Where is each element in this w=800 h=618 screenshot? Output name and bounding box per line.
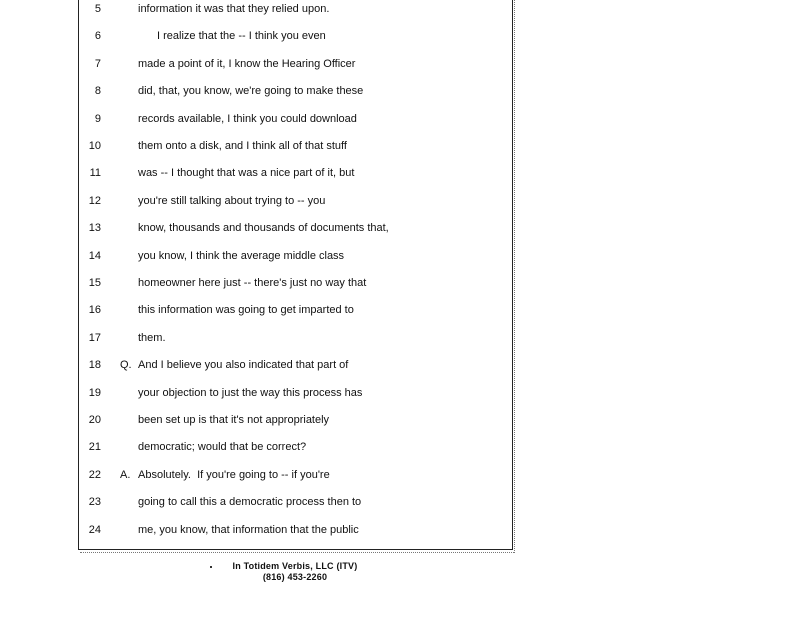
line-number: 22 <box>88 469 101 481</box>
transcript-line <box>79 58 512 78</box>
transcript-line <box>79 304 512 324</box>
line-text: them onto a disk, and I think all of that stuff <box>138 140 347 152</box>
line-text: I realize that the -- I think you even <box>157 30 326 42</box>
line-text: know, thousands and thousands of documents that, <box>138 222 389 234</box>
transcript-line <box>79 359 512 379</box>
transcript-line <box>79 113 512 133</box>
page-edge-bottom <box>80 549 514 553</box>
line-text: you're still talking about trying to -- you <box>138 195 326 207</box>
line-text: me, you know, that information that the public <box>138 524 359 536</box>
transcript-line <box>79 387 512 407</box>
line-number: 15 <box>88 277 101 289</box>
transcript-line <box>79 167 512 187</box>
line-text: information it was that they relied upon. <box>138 3 330 15</box>
transcript-line <box>79 3 512 23</box>
line-text: records available, I think you could download <box>138 113 357 125</box>
line-text: going to call this a democratic process then to <box>138 496 362 508</box>
line-number: 23 <box>88 496 101 508</box>
line-text: this information was going to get imparted to <box>138 304 354 316</box>
line-number: 16 <box>88 304 101 316</box>
transcript-page <box>78 0 513 550</box>
line-text: Absolutely. If you're going to -- if you're <box>138 469 330 481</box>
transcript-line <box>79 277 512 297</box>
page-edge-right <box>510 0 515 553</box>
line-number: 11 <box>89 167 101 179</box>
line-text: homeowner here just -- there's just no way that <box>138 277 367 289</box>
line-number: 14 <box>88 250 101 262</box>
transcript-line <box>79 496 512 516</box>
line-number: 6 <box>94 30 101 42</box>
line-text: made a point of it, I know the Hearing Officer <box>138 58 356 70</box>
line-text: democratic; would that be correct? <box>138 441 307 453</box>
line-number: 5 <box>94 3 101 15</box>
transcript-line <box>79 140 512 160</box>
line-number: 13 <box>88 222 101 234</box>
line-text: been set up is that it's not appropriately <box>138 414 330 426</box>
line-text: your objection to just the way this process has <box>138 387 363 399</box>
line-text: And I believe you also indicated that part of <box>138 359 349 371</box>
line-text: was -- I thought that was a nice part of it, but <box>138 167 355 179</box>
line-number: 7 <box>94 58 101 70</box>
transcript-line <box>79 469 512 489</box>
line-number: 20 <box>88 414 101 426</box>
footer-company: In Totidem Verbis, LLC (ITV) <box>232 561 358 571</box>
transcript-line <box>79 30 512 50</box>
page-footer <box>0 561 800 583</box>
line-number: 9 <box>94 113 101 125</box>
line-number: 10 <box>88 140 101 152</box>
speaker-label: A. <box>120 469 131 481</box>
transcript-line <box>79 195 512 215</box>
transcript-line <box>79 524 512 544</box>
transcript-line <box>79 250 512 270</box>
line-number: 19 <box>88 387 101 399</box>
line-number: 12 <box>88 195 101 207</box>
transcript-line <box>79 222 512 242</box>
transcript-line <box>79 414 512 434</box>
line-number: 24 <box>88 524 101 536</box>
footer-phone: (816) 453-2260 <box>262 572 328 582</box>
transcript-line <box>79 332 512 352</box>
line-text: did, that, you know, we're going to make these <box>138 85 364 97</box>
speaker-label: Q. <box>120 359 132 371</box>
line-number: 17 <box>88 332 101 344</box>
line-text: you know, I think the average middle class <box>138 250 345 262</box>
line-number: 18 <box>88 359 101 371</box>
transcript-line <box>79 85 512 105</box>
line-number: 8 <box>94 85 101 97</box>
line-text: them. <box>138 332 166 344</box>
line-number: 21 <box>88 441 101 453</box>
transcript-line <box>79 441 512 461</box>
